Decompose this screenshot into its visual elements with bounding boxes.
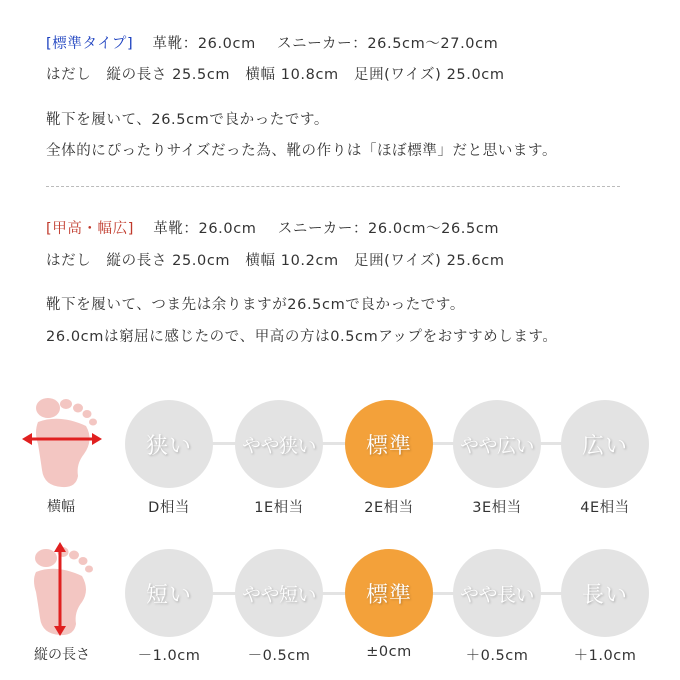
wide-barefoot-label: はだし [46,253,92,269]
width-sub-3e: 3E相当 [472,500,522,516]
standard-sneaker-size: スニーカー：26.5cm～27.0cm [277,36,499,52]
length-sub-plus-05: ＋0.5cm [465,648,529,664]
width-sub-4e: 4E相当 [580,500,630,516]
standard-foot-girth: 足囲(ワイズ) 25.0cm [353,67,505,83]
width-step-wide: 広い [561,400,649,488]
standard-comment-1: 靴下を履いて、26.5cmで良かったです。 [46,112,330,128]
length-step-long: 長い [561,549,649,637]
foot-length-icon [26,540,98,638]
wide-comment-2: 26.0cmは窮屈に感じたので、甲高の方は0.5cmアップをおすすめします。 [46,329,558,345]
width-step-standard-selected: 標準 [345,400,433,488]
foot-width-icon [20,394,104,490]
wide-foot-length: 縦の長さ 25.0cm [106,253,231,269]
wide-size-line [46,217,499,238]
standard-leather-size: 革靴：26.0cm [152,36,256,52]
standard-size-line [46,32,498,53]
wide-foot-measure-line [46,249,505,270]
standard-foot-length: 縦の長さ 25.5cm [106,67,231,83]
length-scale-label: 縦の長さ [34,647,90,663]
standard-barefoot-label: はだし [46,67,92,83]
length-step-standard-selected: 標準 [345,549,433,637]
length-sub-plus-1: ＋1.0cm [573,648,637,664]
standard-type-tag: [標準タイプ] [46,36,134,52]
length-sub-minus-05: －0.5cm [247,648,311,664]
length-sub-zero: ±0cm [366,644,412,660]
wide-comment-1: 靴下を履いて、つま先は余りますが26.5cmで良かったです。 [46,297,465,313]
standard-comment-2: 全体的にぴったりサイズだった為、靴の作りは「ほぼ標準」だと思います。 [46,143,558,159]
length-step-slightly-short: やや短い [235,549,323,637]
width-scale-label: 横幅 [47,499,75,515]
wide-type-tag: [甲高・幅広] [46,221,135,237]
length-step-short: 短い [125,549,213,637]
width-sub-d: D相当 [148,500,190,516]
width-sub-2e: 2E相当 [364,500,414,516]
length-step-slightly-long: やや長い [453,549,541,637]
wide-sneaker-size: スニーカー：26.0cm～26.5cm [277,221,500,237]
wide-foot-girth: 足囲(ワイズ) 25.6cm [353,253,505,269]
standard-foot-measure-line [46,63,505,84]
width-step-narrow: 狭い [125,400,213,488]
width-sub-1e: 1E相当 [254,500,304,516]
section-divider [46,186,620,187]
width-step-slightly-narrow: やや狭い [235,400,323,488]
wide-leather-size: 革靴：26.0cm [153,221,257,237]
standard-foot-width: 横幅 10.8cm [245,67,339,83]
width-step-slightly-wide: やや広い [453,400,541,488]
length-sub-minus-1: －1.0cm [137,648,201,664]
wide-foot-width: 横幅 10.2cm [245,253,339,269]
